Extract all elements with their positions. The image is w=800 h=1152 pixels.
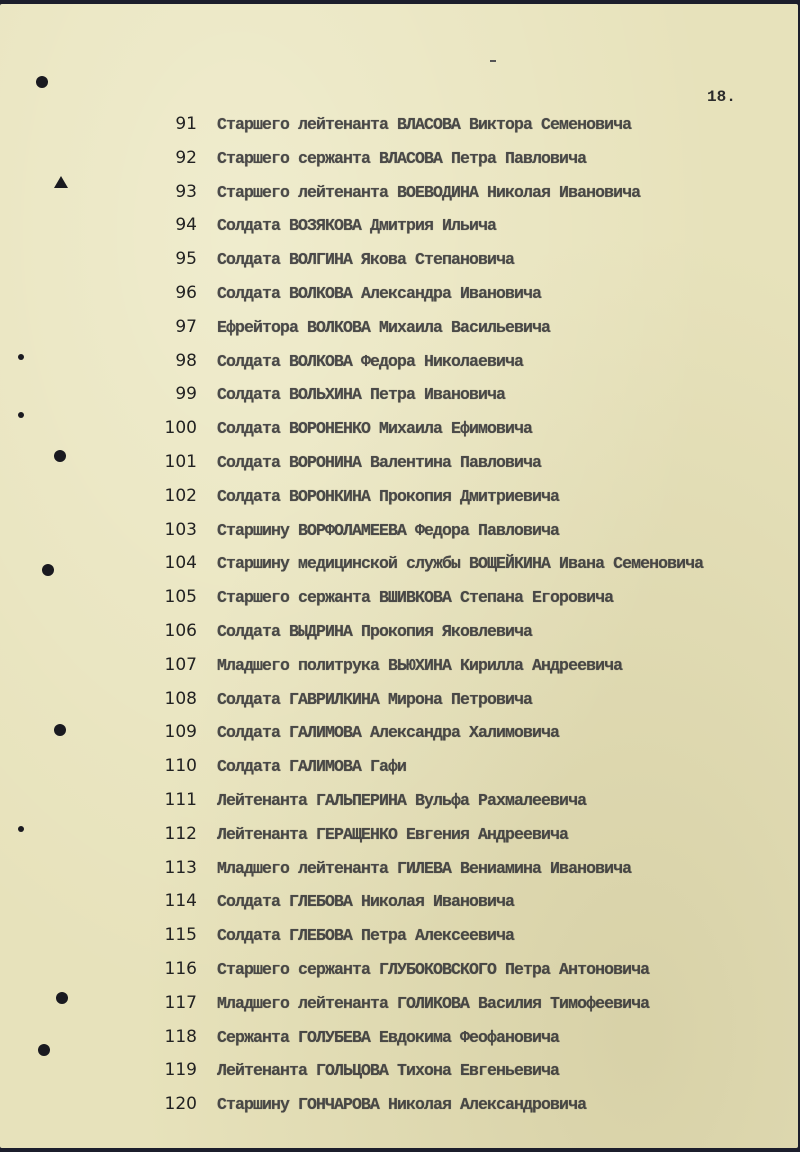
list-item	[0, 446, 800, 480]
list-item	[0, 209, 800, 243]
list-item	[0, 311, 800, 345]
entry-text: Старшего сержанта ВШИВКОВА Степана Егоровича	[217, 588, 614, 608]
entry-number: 100	[164, 418, 197, 439]
entry-text: Старшину ВОРФОЛАМЕЕВА Федора Павловича	[217, 520, 560, 540]
entry-text: Солдата ВОЛКОВА Александра Ивановича	[217, 283, 542, 303]
list-item	[0, 581, 800, 615]
list-item	[0, 784, 800, 818]
entry-number: 96	[175, 282, 197, 303]
entry-number: 99	[175, 384, 197, 405]
entry-number: 106	[164, 620, 197, 641]
top-dash-mark	[490, 60, 496, 62]
entry-number: 111	[164, 789, 197, 810]
entry-number: 114	[164, 891, 197, 912]
list-item	[0, 953, 800, 987]
entry-number: 105	[164, 587, 197, 608]
entry-text: Младшего лейтенанта ГИЛЕВА Вениамина Ивановича	[217, 858, 632, 878]
entry-text: Старшего сержанта ВЛАСОВА Петра Павловича	[217, 148, 587, 168]
entry-text: Старшего лейтенанта ВОЕВОДИНА Николая Ивановича	[217, 182, 641, 202]
entry-text: Солдата ГЛЕБОВА Николая Ивановича	[217, 892, 515, 912]
entry-number: 97	[175, 316, 197, 337]
entry-number: 98	[175, 350, 197, 371]
entry-text: Сержанта ГОЛУБЕВА Евдокима Феофановича	[217, 1027, 560, 1047]
entry-text: Старшего сержанта ГЛУБОКОВСКОГО Петра Антоновича	[217, 959, 650, 979]
entry-number: 102	[164, 485, 197, 506]
entry-number: 117	[164, 992, 197, 1013]
list-item	[0, 345, 800, 379]
entry-number: 118	[164, 1026, 197, 1047]
entry-text: Лейтенанта ГЕРАЩЕНКО Евгения Андреевича	[217, 824, 569, 844]
entry-text: Солдата ВОРОНИНА Валентина Павловича	[217, 452, 542, 472]
list-item	[0, 615, 800, 649]
entry-number: 112	[164, 823, 197, 844]
entry-number: 95	[175, 249, 197, 270]
list-item	[0, 818, 800, 852]
entry-text: Лейтенанта ГОЛЬЦОВА Тихона Евгеньевича	[217, 1061, 560, 1081]
entry-number: 101	[164, 451, 197, 472]
list-item	[0, 547, 800, 581]
entry-number: 119	[164, 1060, 197, 1081]
page-number: 18.	[707, 88, 736, 106]
list-item	[0, 683, 800, 717]
entry-number: 113	[164, 857, 197, 878]
entry-text: Солдата ВЫДРИНА Прокопия Яковлевича	[217, 621, 533, 641]
list-item	[0, 987, 800, 1021]
entry-text: Солдата ВОЛКОВА Федора Николаевича	[217, 351, 524, 371]
entry-number: 108	[164, 688, 197, 709]
list-item	[0, 277, 800, 311]
entry-text: Лейтенанта ГАЛЬПЕРИНА Вульфа Рахмалеевича	[217, 790, 587, 810]
entry-number: 93	[175, 181, 197, 202]
entry-text: Солдата ВОЛГИНА Якова Степановича	[217, 250, 515, 270]
entry-text: Солдата ГАВРИЛКИНА Мирона Петровича	[217, 689, 533, 709]
entry-text: Солдата ВОЛЬХИНА Петра Ивановича	[217, 385, 506, 405]
entry-list	[0, 108, 800, 1122]
entry-text: Младшего политрука ВЬЮХИНА Кирилла Андреевича	[217, 655, 623, 675]
entry-number: 94	[175, 215, 197, 236]
entry-text: Старшину медицинской службы ВОЩЕЙКИНА Ивана Семеновича	[217, 554, 704, 574]
list-item	[0, 885, 800, 919]
entry-number: 115	[164, 925, 197, 946]
list-item	[0, 750, 800, 784]
binder-hole-icon	[36, 76, 48, 88]
list-item	[0, 176, 800, 210]
list-item	[0, 1054, 800, 1088]
entry-text: Старшину ГОНЧАРОВА Николая Александровича	[217, 1095, 587, 1115]
list-item	[0, 514, 800, 548]
list-item	[0, 852, 800, 886]
entry-number: 107	[164, 654, 197, 675]
entry-text: Солдата ГЛЕБОВА Петра Алексеевича	[217, 926, 515, 946]
entry-text: Солдата ВОРОНЕНКО Михаила Ефимовича	[217, 419, 533, 439]
entry-number: 91	[175, 114, 197, 134]
entry-number: 92	[175, 147, 197, 168]
entry-number: 103	[164, 519, 197, 540]
entry-text: Солдата ГАЛИМОВА Александра Халимовича	[217, 723, 560, 743]
entry-text: Ефрейтора ВОЛКОВА Михаила Васильевича	[217, 317, 551, 337]
entry-number: 110	[164, 756, 197, 777]
list-item	[0, 378, 800, 412]
list-item	[0, 1021, 800, 1055]
list-item	[0, 1088, 800, 1122]
list-item	[0, 412, 800, 446]
entry-number: 109	[164, 722, 197, 743]
list-item	[0, 108, 800, 142]
list-item	[0, 649, 800, 683]
list-item	[0, 480, 800, 514]
entry-text: Старшего лейтенанта ВЛАСОВА Виктора Семеновича	[217, 115, 632, 134]
list-item	[0, 243, 800, 277]
list-item	[0, 919, 800, 953]
entry-text: Младшего лейтенанта ГОЛИКОВА Василия Тимофеевича	[217, 993, 650, 1013]
entry-number: 116	[164, 958, 197, 979]
entry-text: Солдата ВОРОНКИНА Прокопия Дмитриевича	[217, 486, 560, 506]
entry-text: Солдата ГАЛИМОВА Гафи	[217, 757, 407, 777]
list-item	[0, 716, 800, 750]
document-page	[0, 4, 798, 1148]
entry-number: 120	[164, 1094, 197, 1115]
entry-text: Солдата ВОЗЯКОВА Дмитрия Ильича	[217, 216, 497, 236]
entry-number: 104	[164, 553, 197, 574]
list-item	[0, 142, 800, 176]
